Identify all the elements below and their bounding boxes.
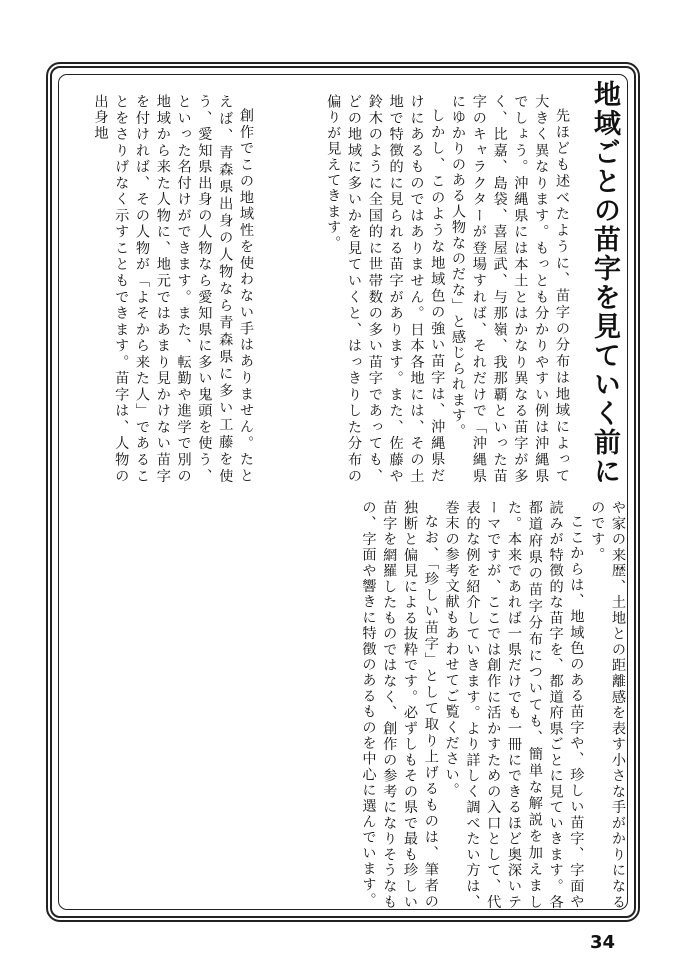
paragraph-2: しかし、このような地域色の強い苗字は、沖縄県だけにあるものではありません。日本各地には、その土地で特徴的に見られる苗字があります。また、佐藤や鈴木のように全国的に世帯数の多い苗字であっても、どの地域に多いかを見ていくと、はっきりした分布の偏りが見えてきます。 [325,94,446,484]
section-title: 地域ごとの苗字を見ていく前に [584,80,624,550]
page-number: 34 [590,932,616,953]
paragraph-3: 創作でこの地域性を使わない手はありません。たとえば、青森県出身の人物なら青森県に多い工藤を使う、愛知県出身の人物なら愛知県に多い鬼頭を使う、といった名付けができます。また、転勤や進学で別の地域から来た人物に、地元ではあまり見かけない苗字を付ければ、その人物が「よそから来た人」であることをさりげなく示すこともできます。苗字は、人物の出身地 [92,94,254,484]
paragraph-3-continued: や家の来歴、土地との距離感を表す小さな手がかりになるのです。 [589,500,626,910]
paragraph-4: ここからは、地域色のある苗字や、珍しい苗字、字面や読みが特徴的な苗字を、都道府県ごとに見ていきます。各都道府県の苗字分布についても、簡単な解説を加えました。本来であれば一県だけでも一冊にできるほど奥深いテーマですが、ここでは創作に活かすための入口として、代表的な例を紹介していきます。より詳しく調べたい方は、巻末の参考文献もあわせてご覧ください。 [443,500,585,910]
upper-column-right [272,94,572,484]
upper-column-left [60,94,256,484]
paragraph-5: なお、「珍しい苗字」として取り上げるものは、筆者の独断と偏見による抜粋です。必ずしもその県で最も珍しい苗字を網羅したものではなく、創作の参考になりそうなもの、字面や響きに特徴のあるものを中心に選んでいます。 [360,500,439,910]
paragraph-1: 先ほども述べたように、苗字の分布は地域によって大きく異なります。もっとも分かりやすい例は沖縄県でしょう。沖縄県には本土とはかなり異なる苗字が多く、比嘉、島袋、喜屋武、与那嶺、我那覇といった苗字のキャラクターが登場すれば、それだけで「沖縄県にゆかりのある人物なのだな」と感じられます。 [450,94,570,484]
lower-column [216,500,628,910]
